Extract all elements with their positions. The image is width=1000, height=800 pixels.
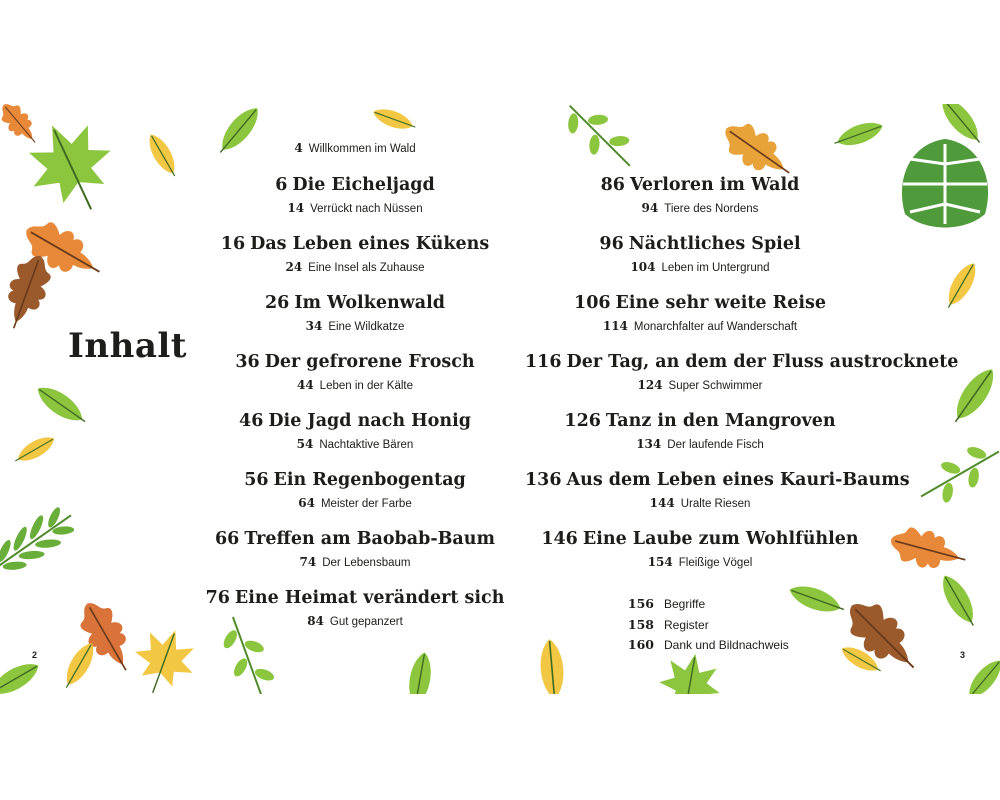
- leaf-green-mid-bottom: [786, 580, 847, 619]
- toc-sub-entry[interactable]: [205, 554, 505, 571]
- appendix-entry[interactable]: [620, 615, 789, 636]
- chapter-page-number: 66: [215, 529, 240, 549]
- toc-chapter[interactable]: [205, 409, 505, 433]
- leaf-green-bottom-left: [0, 657, 43, 694]
- chapter-title: Das Leben eines Kükens: [250, 234, 490, 254]
- toc-entry: [525, 350, 959, 409]
- sub-page-number: 134: [636, 437, 662, 451]
- sub-title: Eine Insel als Zuhause: [308, 262, 425, 274]
- leaf-green-mid: [32, 380, 91, 430]
- toc-entry: [525, 173, 875, 232]
- chapter-page-number: 46: [239, 411, 264, 431]
- chapter-page-number: 116: [525, 352, 562, 372]
- leaf-green-corner-bottom: [961, 655, 1000, 694]
- leaf-yellow-right: [941, 259, 982, 312]
- toc-sub-entry[interactable]: [525, 495, 875, 512]
- appendix-page-number: 156: [627, 596, 654, 611]
- sub-title: Super Schwimmer: [668, 380, 763, 392]
- sub-page-number: 24: [285, 260, 303, 274]
- toc-entry: [205, 350, 505, 409]
- chapter-title: Die Jagd nach Honig: [268, 411, 471, 431]
- toc-sub-entry[interactable]: [205, 140, 505, 157]
- toc-sub-entry[interactable]: [205, 495, 505, 512]
- toc-sub-entry[interactable]: [525, 318, 875, 335]
- chapter-title: Eine Laube zum Wohlfühlen: [582, 529, 859, 549]
- appendix-title: Register: [664, 617, 709, 632]
- chapter-page-number: 26: [265, 293, 290, 313]
- toc-chapter[interactable]: [205, 173, 505, 197]
- sub-title: Willkommen im Wald: [308, 143, 416, 155]
- appendix-page-number: 158: [627, 616, 654, 632]
- toc-chapter[interactable]: [525, 350, 959, 374]
- toc-entry: [205, 527, 505, 586]
- toc-chapter[interactable]: [525, 409, 875, 433]
- sub-page-number: 84: [307, 614, 324, 628]
- sub-title: Monarchfalter auf Wanderschaft: [633, 321, 798, 333]
- sub-title: Fleißige Vögel: [678, 557, 753, 569]
- leaf-green-right-mid: [946, 363, 1000, 428]
- sub-title: Gut gepanzert: [329, 616, 403, 628]
- toc-chapter[interactable]: [205, 586, 505, 610]
- sub-page-number: 94: [641, 201, 659, 215]
- chapter-title: Nächtliches Spiel: [628, 234, 801, 254]
- leaf-orange-top-left: [0, 104, 44, 150]
- leaf-yellow-top: [371, 104, 418, 134]
- leaf-yellow-bottom-right: [538, 638, 566, 694]
- toc-sub-entry[interactable]: [525, 259, 875, 276]
- sub-title: Verrückt nach Nüssen: [310, 203, 423, 215]
- leaf-maple-yellow: [124, 620, 204, 694]
- chapter-title: Treffen am Baobab-Baum: [244, 529, 495, 549]
- toc-entry: [525, 409, 875, 468]
- chapter-title: Verloren im Wald: [629, 175, 800, 195]
- toc-sub-entry[interactable]: [205, 259, 505, 276]
- toc-chapter[interactable]: [205, 468, 505, 492]
- sub-title: Der laufende Fisch: [667, 439, 764, 451]
- toc-entry: [525, 527, 875, 586]
- sub-title: Leben im Untergrund: [661, 262, 770, 274]
- toc-chapter[interactable]: [205, 291, 505, 315]
- chapter-title: Eine sehr weite Reise: [615, 293, 826, 313]
- toc-sub-entry[interactable]: [205, 436, 505, 453]
- chapter-title: Tanz in den Mangroven: [605, 411, 836, 431]
- branch-right-top: [555, 104, 645, 181]
- sub-page-number: 144: [649, 496, 675, 510]
- toc-chapter[interactable]: [525, 173, 875, 197]
- toc-entry: [205, 291, 505, 350]
- chapter-title: Ein Regenbogentag: [273, 470, 466, 490]
- chapter-page-number: 56: [244, 470, 269, 490]
- toc-left-column: [205, 140, 505, 645]
- toc-sub-entry[interactable]: [525, 377, 875, 394]
- leaf-oak-orange-right: [886, 522, 970, 578]
- chapter-page-number: 106: [574, 293, 611, 313]
- leaf-yellow-small: [143, 130, 182, 180]
- sub-page-number: 54: [296, 437, 314, 451]
- page-title: Inhalt: [68, 326, 187, 366]
- chapter-title: Aus dem Leben eines Kauri-Baums: [566, 470, 910, 490]
- appendix-title: Begriffe: [664, 597, 706, 611]
- chapter-page-number: 76: [205, 588, 230, 608]
- toc-entry: [205, 586, 505, 645]
- leaf-green-top-right: [831, 117, 885, 151]
- toc-sub-entry[interactable]: [525, 436, 875, 453]
- toc-entry: [205, 173, 505, 232]
- sub-title: Meister der Farbe: [320, 498, 412, 510]
- toc-entry: [525, 291, 875, 350]
- toc-chapter[interactable]: [525, 527, 875, 551]
- leaf-yellow-mid: [11, 432, 58, 468]
- toc-entry: [205, 468, 505, 527]
- sub-page-number: 34: [305, 319, 323, 333]
- chapter-title: Die Eicheljagd: [292, 175, 435, 195]
- toc-sub-entry[interactable]: [525, 554, 875, 571]
- chapter-page-number: 16: [220, 234, 246, 254]
- toc-entry: [205, 232, 505, 291]
- sub-page-number: 154: [647, 555, 673, 569]
- leaf-oak-brown-right: [837, 591, 929, 683]
- chapter-title: Der gefrorene Frosch: [264, 352, 475, 372]
- sub-title: Tiere des Nordens: [664, 203, 759, 215]
- sub-page-number: 114: [602, 319, 628, 333]
- page-number-right: 3: [960, 650, 966, 660]
- appendix-entry[interactable]: [620, 594, 789, 615]
- toc-sub-entry[interactable]: [205, 318, 505, 335]
- sub-page-number: 64: [298, 496, 315, 510]
- chapter-page-number: 36: [235, 352, 260, 372]
- toc-entry: [205, 409, 505, 468]
- chapter-page-number: 6: [275, 175, 288, 195]
- sub-title: Uralte Riesen: [680, 498, 751, 510]
- toc-chapter[interactable]: [205, 527, 505, 551]
- toc-entry: [525, 468, 910, 527]
- toc-chapter[interactable]: [525, 232, 875, 256]
- sub-page-number: 74: [299, 555, 317, 569]
- chapter-page-number: 96: [599, 234, 624, 254]
- toc-chapter[interactable]: [525, 468, 910, 492]
- sub-title: Der Lebensbaum: [322, 557, 411, 569]
- toc-right-column: [525, 173, 959, 586]
- leaf-green-bottom-mid: [405, 651, 435, 694]
- fern-left: [0, 499, 82, 583]
- sub-page-number: 14: [287, 201, 305, 215]
- appendix-title: Dank und Bildnachweis: [664, 638, 789, 652]
- chapter-page-number: 126: [564, 411, 601, 431]
- chapter-title: Der Tag, an dem der Fluss austrocknete: [566, 352, 959, 372]
- leaf-green-right-low: [936, 571, 982, 631]
- toc-entry: [525, 232, 875, 291]
- sub-title: Leben in der Kälte: [319, 380, 414, 392]
- toc-chapter[interactable]: [205, 350, 505, 374]
- sub-page-number: 4: [294, 141, 303, 155]
- toc-chapter[interactable]: [525, 291, 875, 315]
- toc-appendix: [620, 594, 789, 656]
- sub-page-number: 124: [637, 378, 663, 392]
- chapter-page-number: 86: [600, 175, 625, 195]
- monstera-leaf: [902, 139, 988, 228]
- chapter-title: Eine Heimat verändert sich: [234, 588, 505, 608]
- chapter-page-number: 146: [541, 529, 578, 549]
- chapter-page-number: 136: [525, 470, 562, 490]
- toc-sub-entry[interactable]: [205, 613, 505, 630]
- toc-entry: [205, 140, 505, 173]
- toc-sub-entry[interactable]: [205, 200, 505, 217]
- toc-chapter[interactable]: [205, 232, 505, 256]
- page-number-left: 2: [32, 650, 38, 660]
- toc-sub-entry[interactable]: [525, 200, 875, 217]
- appendix-entry[interactable]: [620, 635, 789, 656]
- book-spread: [0, 104, 1000, 694]
- sub-page-number: 44: [296, 378, 314, 392]
- appendix-page-number: 160: [627, 637, 654, 652]
- sub-title: Nachtaktive Bären: [319, 439, 414, 451]
- chapter-title: Im Wolkenwald: [294, 293, 445, 313]
- toc-sub-entry[interactable]: [205, 377, 505, 394]
- sub-page-number: 104: [630, 260, 656, 274]
- sub-title: Eine Wildkatze: [328, 321, 405, 333]
- branch-right-mid: [911, 433, 1000, 514]
